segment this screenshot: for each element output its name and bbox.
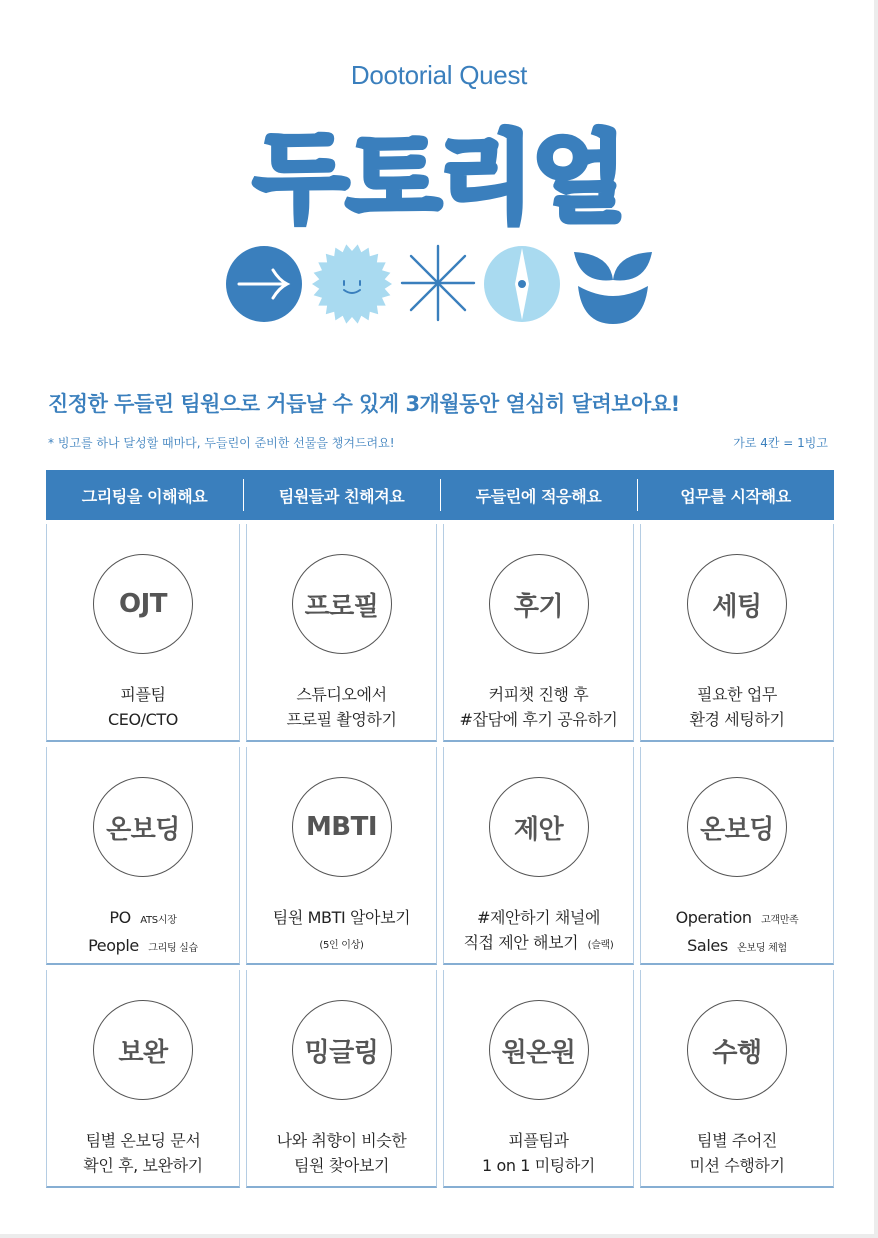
- cell-description: [247, 682, 436, 732]
- cell-desc-line: [444, 905, 633, 930]
- bingo-cell: [443, 970, 634, 1188]
- cell-desc-note: 고객만족: [760, 915, 799, 926]
- cell-desc-text: CEO/CTO: [107, 710, 178, 729]
- cell-desc-text: 미션 수행하기: [689, 1156, 785, 1175]
- cell-description: [641, 905, 833, 961]
- bingo-cell: [640, 747, 834, 965]
- cell-desc-line: [444, 707, 633, 732]
- cell-desc-line: [444, 1153, 633, 1178]
- cell-badge: 후기: [489, 554, 589, 654]
- cell-desc-line: [444, 930, 633, 958]
- cell-badge: MBTI: [292, 777, 392, 877]
- bingo-cell: [46, 524, 240, 742]
- cell-desc-text: People: [88, 936, 139, 955]
- asterisk-star-icon: [398, 240, 478, 326]
- cell-desc-text: 스튜디오에서: [296, 685, 387, 704]
- cell-desc-note: 그리팅 실습: [148, 943, 198, 954]
- cell-desc-line: [247, 905, 436, 930]
- cell-desc-text: 나와 취향이 비슷한: [276, 1131, 407, 1150]
- cell-description: [247, 905, 436, 958]
- cell-desc-line: [47, 933, 239, 961]
- cell-desc-line: [47, 1128, 239, 1153]
- cell-desc-text: 팀원 찾아보기: [293, 1156, 390, 1175]
- column-header: 업무를 시작해요: [637, 470, 834, 520]
- bingo-cell: [443, 747, 634, 965]
- bingo-grid: [46, 520, 834, 1193]
- cell-desc-line: [641, 1153, 833, 1178]
- cell-desc-text: Sales: [687, 936, 728, 955]
- page-title: 두토리얼: [253, 122, 625, 236]
- cell-desc-text: 확인 후, 보완하기: [83, 1156, 203, 1175]
- smiling-sun-icon: [310, 240, 394, 324]
- cell-description: [47, 905, 239, 961]
- cell-desc-line: [247, 682, 436, 707]
- cell-desc-text: 팀별 주어진: [697, 1131, 777, 1150]
- cell-desc-line: [641, 905, 833, 933]
- cell-badge: 수행: [687, 1000, 787, 1100]
- arrow-circle-icon: [223, 240, 305, 322]
- cell-desc-note: ATS시장: [140, 915, 177, 926]
- cell-desc-line: [247, 930, 436, 958]
- cell-description: [47, 682, 239, 732]
- cell-desc-text: 팀별 온보딩 문서: [85, 1131, 201, 1150]
- cell-desc-text: Operation: [675, 908, 752, 927]
- cell-desc-line: [47, 905, 239, 933]
- cell-desc-line: [47, 707, 239, 732]
- bingo-board: [46, 470, 834, 1193]
- cell-description: [444, 682, 633, 732]
- cell-desc-text: 직접 제안 해보기: [463, 933, 579, 952]
- column-header: 그리팅을 이해해요: [81, 486, 208, 506]
- cell-desc-text: 피플팀과: [508, 1131, 569, 1150]
- cell-desc-text: 팀원 MBTI 알아보기: [272, 908, 411, 927]
- cell-desc-note: (5인 이상): [319, 940, 364, 951]
- cell-desc-line: [444, 682, 633, 707]
- cell-description: [641, 682, 833, 732]
- bingo-cell: [246, 524, 437, 742]
- compass-icon: [482, 240, 562, 324]
- quest-subtitle: Dootorial Quest: [350, 60, 528, 90]
- cell-badge: 제안: [489, 777, 589, 877]
- leaf-sprout-icon: [570, 240, 656, 326]
- cell-description: [444, 905, 633, 958]
- column-header: 두들린에 적응해요: [440, 470, 637, 520]
- cell-desc-line: [641, 682, 833, 707]
- cell-desc-text: 1 on 1 미팅하기: [482, 1156, 595, 1175]
- cell-description: [641, 1128, 833, 1178]
- cell-desc-line: [247, 1153, 436, 1178]
- cell-description: [444, 1128, 633, 1178]
- gift-note: * 빙고를 하나 달성할 때마다, 두들린이 준비한 선물을 챙겨드려요!: [48, 436, 395, 450]
- cell-desc-note: 온보딩 체험: [737, 943, 787, 954]
- cell-desc-line: [641, 933, 833, 961]
- cell-badge: 세팅: [687, 554, 787, 654]
- cell-badge: 원온원: [489, 1000, 589, 1100]
- bingo-header-row: [46, 470, 834, 520]
- bingo-rule: 가로 4칸 = 1빙고: [733, 436, 828, 450]
- bingo-cell: [640, 970, 834, 1188]
- cell-desc-text: 피플팀: [120, 685, 166, 704]
- cell-desc-text: #잡담에 후기 공유하기: [459, 710, 618, 729]
- cell-desc-text: PO: [109, 908, 131, 927]
- headline: 진정한 두들린 팀원으로 거듭날 수 있게 3개월동안 열심히 달려보아요!: [48, 392, 680, 416]
- cell-desc-note: (슬랙): [587, 940, 614, 951]
- icon-row: [220, 240, 660, 330]
- cell-desc-text: 커피챗 진행 후: [488, 685, 589, 704]
- cell-desc-line: [444, 1128, 633, 1153]
- column-header: 팀원들과 친해져요: [243, 470, 440, 520]
- cell-desc-line: [641, 1128, 833, 1153]
- bingo-cell: [443, 524, 634, 742]
- bingo-cell: [246, 747, 437, 965]
- cell-badge: 밍글링: [292, 1000, 392, 1100]
- cell-badge: OJT: [93, 554, 193, 654]
- cell-desc-line: [47, 682, 239, 707]
- cell-desc-text: 프로필 촬영하기: [286, 710, 397, 729]
- bingo-cell: [640, 524, 834, 742]
- cell-desc-text: 환경 세팅하기: [689, 710, 785, 729]
- cell-desc-line: [641, 707, 833, 732]
- cell-desc-text: 필요한 업무: [697, 685, 777, 704]
- cell-description: [47, 1128, 239, 1178]
- cell-badge: 온보딩: [93, 777, 193, 877]
- cell-badge: 프로필: [292, 554, 392, 654]
- cell-description: [247, 1128, 436, 1178]
- bingo-cell: [46, 970, 240, 1188]
- cell-desc-line: [247, 1128, 436, 1153]
- cell-desc-line: [247, 707, 436, 732]
- cell-badge: 온보딩: [687, 777, 787, 877]
- bingo-cell: [246, 970, 437, 1188]
- bingo-cell: [46, 747, 240, 965]
- cell-desc-text: #제안하기 채널에: [476, 908, 601, 927]
- cell-badge: 보완: [93, 1000, 193, 1100]
- cell-desc-line: [47, 1153, 239, 1178]
